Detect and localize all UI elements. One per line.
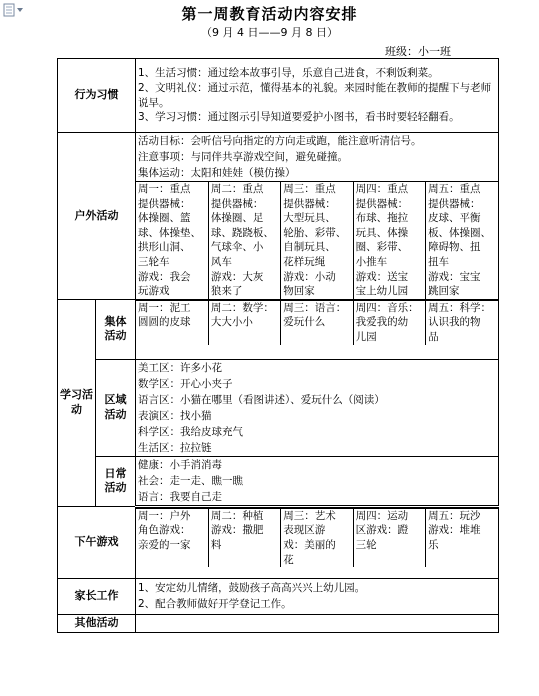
other-label: 其他活动 <box>58 614 136 632</box>
afternoon-day-tue: 周二：种植 游戏：撒肥 料 <box>208 508 280 567</box>
group-activity-days <box>136 300 498 345</box>
zone-activity-row <box>58 359 499 456</box>
outdoor-goal: 活动目标：会听信号向指定的方向走或跑，能注意听清信号。 <box>138 135 422 147</box>
zone-activity-content <box>136 359 499 456</box>
outdoor-day-wed: 周三：重点 提供器械： 大型玩具、 轮胎、彩带、 自制玩具、 花样玩绳 游戏：小动 物回家 <box>281 182 353 299</box>
parents-label: 家长工作 <box>58 578 136 614</box>
outdoor-content <box>136 133 499 300</box>
outdoor-day-thu: 周四：重点 提供器械： 布球、拖拉 玩具、体操 圈、彩带、 小推车 游戏：送宝 宝上幼儿园 <box>353 182 425 299</box>
zone-item: 语言区：小猫在哪里（看图讲述）、爱玩什么（阅读） <box>138 393 385 406</box>
group-day-tue: 周二：数学： 大大小小 <box>208 300 280 344</box>
behavior-row <box>58 59 499 133</box>
date-range: （9 月 4 日——9 月 8 日） <box>201 26 338 39</box>
page-title: 第一周教育活动内容安排 <box>181 5 358 23</box>
outdoor-days <box>136 181 498 299</box>
outdoor-day-mon: 周一：重点 提供器械： 体操圈、篮 球、体操垫、 拱形山洞、 三轮车 游戏：我会 玩游戏 <box>136 182 208 299</box>
zone-item: 美工区：许多小花 <box>138 361 222 374</box>
group-day-mon: 周一：泥工 圆圆的皮球 <box>136 300 208 344</box>
behavior-item: 3、学习习惯：通过图示引导知道要爱护小图书，看书时要轻轻翻看。 <box>138 111 460 124</box>
class-label: 班级：小一班 <box>385 45 451 58</box>
group-day-thu: 周四：音乐： 我爱我的幼 儿园 <box>353 300 425 344</box>
afternoon-day-wed: 周三：艺术 表现区游 戏：美丽的 花 <box>281 508 353 567</box>
outdoor-group-exercise: 集体运动：太阳和娃娃（模仿操） <box>138 167 296 179</box>
parents-row <box>58 578 499 614</box>
behavior-item: 1、生活习惯：通过绘本故事引导，乐意自己进食，不剩饭剩菜。 <box>138 67 439 80</box>
learning-group-row <box>58 299 499 359</box>
group-activity-label: 集体活动 <box>96 299 136 359</box>
behavior-item: 2、文明礼仪：通过示范，懂得基本的礼貌。来园时能在教师的提醒下与老师说早。 <box>138 81 492 109</box>
group-day-wed: 周三：语言： 爱玩什么 <box>281 300 353 344</box>
learning-label: 学习活动 <box>58 299 96 506</box>
afternoon-day-thu: 周四：运动 区游戏：蹬 三轮 <box>353 508 425 567</box>
outdoor-label: 户外活动 <box>58 133 136 300</box>
afternoon-label: 下午游戏 <box>58 506 136 578</box>
schedule-table <box>57 58 499 633</box>
parents-item: 2、配合教师做好开学登记工作。 <box>138 598 292 611</box>
afternoon-day-fri: 周五：玩沙 游戏：堆堆 乐 <box>426 508 498 567</box>
outdoor-day-tue: 周二：重点 提供器械： 体操圈、足 球、跷跷板、 气球伞、小 风车 游戏：大灰 狼来了 <box>208 182 280 299</box>
other-row <box>58 614 499 632</box>
behavior-label: 行为习惯 <box>58 59 136 133</box>
zone-item: 生活区：拉拉链 <box>138 441 212 454</box>
group-day-fri: 周五：科学： 认识我的物 品 <box>426 300 498 344</box>
group-activity-content <box>136 299 499 359</box>
daily-item: 健康：小手消消毒 <box>138 458 222 471</box>
daily-activity-row <box>58 456 499 506</box>
parents-content <box>136 578 499 614</box>
zone-item: 数学区：开心小夹子 <box>138 377 233 390</box>
zone-item: 表演区：找小猫 <box>138 409 212 422</box>
daily-activity-content <box>136 456 499 506</box>
zone-item: 科学区：我给皮球充气 <box>138 425 243 438</box>
daily-item: 语言：我要自己走 <box>138 490 222 503</box>
daily-item: 社会：走一走、瞧一瞧 <box>138 474 243 487</box>
afternoon-day-mon: 周一：户外 角色游戏： 亲爱的一家 <box>136 508 208 567</box>
parents-item: 1、安定幼儿情绪，鼓励孩子高高兴兴上幼儿园。 <box>138 582 366 595</box>
afternoon-content <box>136 506 499 578</box>
outdoor-day-fri: 周五：重点 提供器械： 皮球、平衡 板、体操圈、 障碍物、扭 扭车 游戏：宝宝 跳回家 <box>426 182 498 299</box>
behavior-content <box>136 59 499 133</box>
outdoor-row <box>58 133 499 300</box>
afternoon-row <box>58 506 499 578</box>
other-content <box>136 614 499 632</box>
daily-activity-label: 日常活动 <box>96 456 136 506</box>
zone-activity-label: 区域活动 <box>96 359 136 456</box>
afternoon-days <box>136 508 498 567</box>
outdoor-notice: 注意事项：与同伴共享游戏空间，避免碰撞。 <box>138 151 348 163</box>
